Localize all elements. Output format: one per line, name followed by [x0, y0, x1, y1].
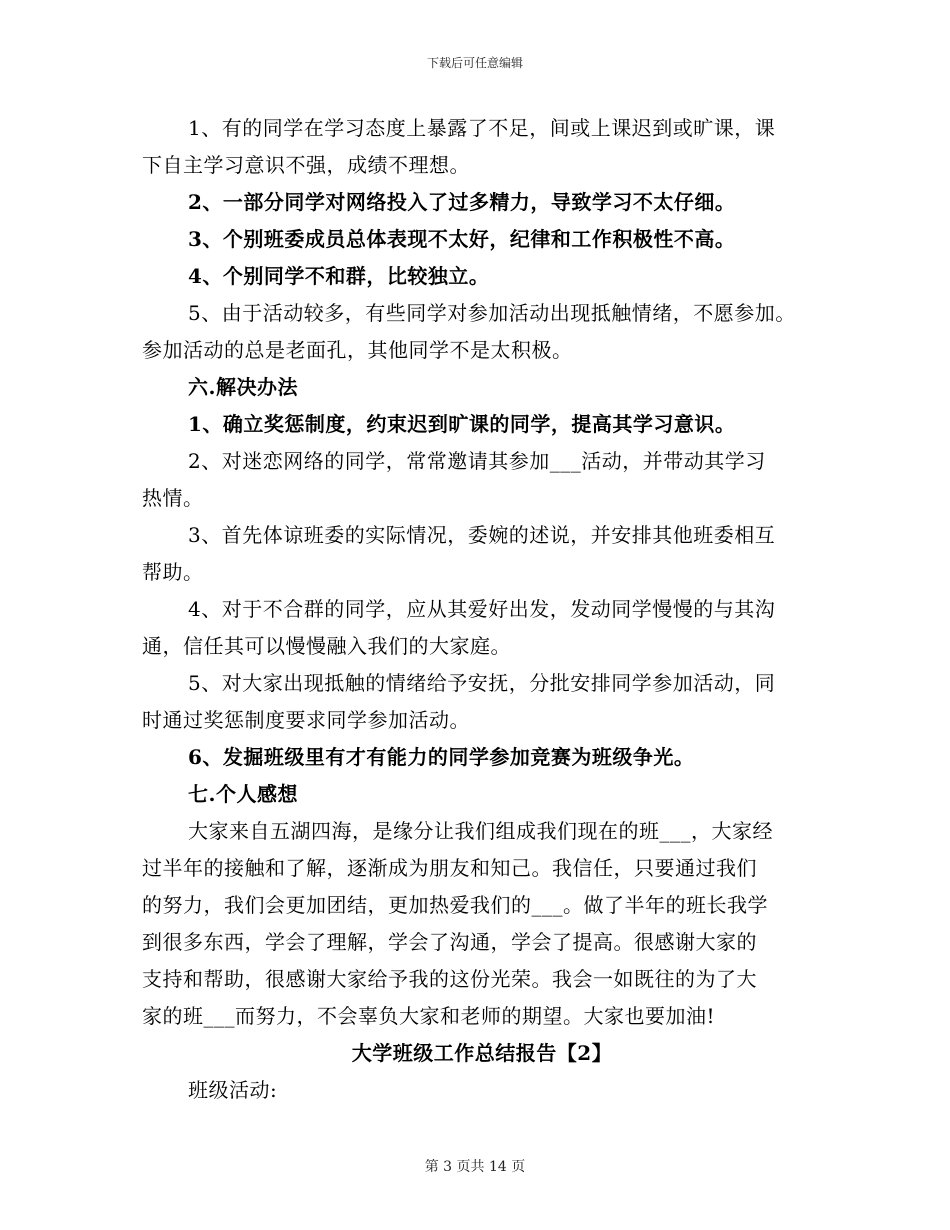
paragraph-line: 家的班___而努力，不会辜负大家和老师的期望。大家也要加油! [142, 1004, 716, 1028]
section-intro: 班级活动: [188, 1078, 278, 1102]
paragraph-line: 通，信任其可以慢慢融入我们的大家庭。 [142, 634, 511, 658]
paragraph-line: 帮助。 [142, 560, 204, 584]
paragraph-line: 1、确立奖惩制度，约束迟到旷课的同学，提高其学习意识。 [188, 412, 736, 436]
paragraph-line: 5、对大家出现抵触的情绪给予安抚，分批安排同学参加活动，同 [188, 671, 776, 695]
paragraph-line: 4、对于不合群的同学，应从其爱好出发，发动同学慢慢的与其沟 [188, 597, 776, 621]
section-title: 大学班级工作总结报告【2】 [351, 1041, 613, 1065]
paragraph-line: 3、首先体谅班委的实际情况，委婉的述说，并安排其他班委相互 [188, 523, 776, 547]
section-heading: 七.个人感想 [188, 782, 298, 806]
paragraph-line: 的努力，我们会更加团结，更加热爱我们的___。做了半年的班长我学 [142, 893, 768, 917]
paragraph-line: 3、个别班委成员总体表现不太好，纪律和工作积极性不高。 [188, 227, 736, 251]
paragraph-line: 2、一部分同学对网络投入了过多精力，导致学习不太仔细。 [188, 190, 736, 214]
section-heading: 六.解决办法 [188, 375, 298, 399]
paragraph-line: 时通过奖惩制度要求同学参加活动。 [142, 708, 470, 732]
paragraph-line: 下自主学习意识不强，成绩不理想。 [142, 153, 470, 177]
paragraph-line: 5、由于活动较多，有些同学对参加活动出现抵触情绪，不愿参加。 [188, 301, 796, 325]
paragraph-line: 参加活动的总是老面孔，其他同学不是太积极。 [142, 338, 573, 362]
paragraph-line: 2、对迷恋网络的同学，常常邀请其参加___活动，并带动其学习 [188, 449, 766, 473]
paragraph-line: 6、发掘班级里有才有能力的同学参加竞赛为班级争光。 [188, 745, 695, 769]
document-body [142, 110, 822, 1109]
page-header-note: 下载后可任意编辑 [426, 56, 523, 70]
paragraph-line: 4、个别同学不和群，比较独立。 [188, 264, 490, 288]
paragraph-line: 1、有的同学在学习态度上暴露了不足，间或上课迟到或旷课，课 [188, 116, 776, 140]
paragraph-line: 到很多东西，学会了理解，学会了沟通，学会了提高。很感谢大家的 [142, 930, 757, 954]
paragraph-line: 过半年的接触和了解，逐渐成为朋友和知己。我信任，只要通过我们 [142, 856, 757, 880]
paragraph-line: 支持和帮助，很感谢大家给予我的这份光荣。我会一如既往的为了大 [142, 967, 757, 991]
page-number-footer: 第 3 页共 14 页 [424, 1159, 526, 1175]
paragraph-line: 热情。 [142, 486, 204, 510]
paragraph-line: 大家来自五湖四海，是缘分让我们组成我们现在的班___，大家经 [188, 819, 773, 843]
